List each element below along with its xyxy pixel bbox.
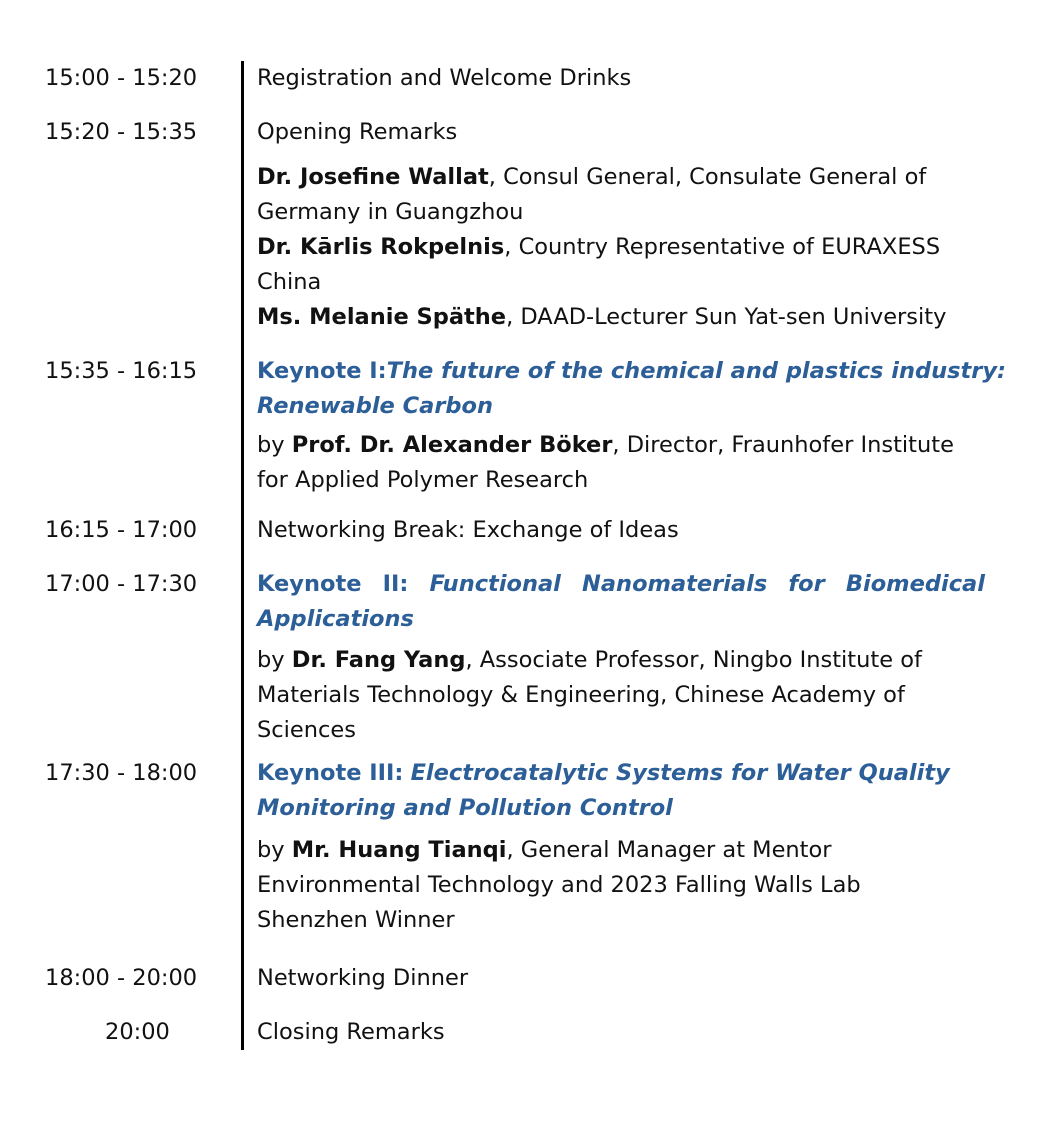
item-title: Closing Remarks [257, 1019, 445, 1045]
keynote-title-word: Nanomaterials [582, 571, 768, 597]
time-slot: 15:20 - 15:35 [45, 119, 198, 145]
keynote-title-cont: Applications [257, 606, 414, 632]
time-slot: 17:00 - 17:30 [45, 571, 198, 597]
speaker-line [257, 230, 987, 265]
speaker-name: Dr. Josefine Wallat [257, 164, 489, 190]
item-title: Networking Break: Exchange of Ideas [257, 517, 679, 543]
keynote-title-word: Biomedical [845, 571, 985, 597]
speaker-role-cont: for Applied Polymer Research [257, 467, 589, 493]
timeline-divider [241, 61, 244, 1050]
keynote-title-line [257, 567, 985, 602]
speaker-role-cont: China [257, 269, 322, 295]
speaker-line [257, 428, 987, 463]
speaker-role-cont: Sciences [257, 717, 356, 743]
by-label: by [257, 432, 285, 458]
agenda-item-opening-remarks [257, 115, 987, 335]
agenda-item-keynote-1 [257, 354, 1007, 498]
agenda-item-registration [257, 61, 987, 96]
time-slot: 18:00 - 20:00 [45, 965, 198, 991]
speaker-name: Dr. Fang Yang [291, 647, 466, 673]
keynote-title-line [257, 756, 987, 791]
speaker-name: Dr. Kārlis Rokpelnis [257, 234, 505, 260]
time-slot: 16:15 - 17:00 [45, 517, 198, 543]
keynote-title-line [257, 354, 1007, 389]
time-slot: 17:30 - 18:00 [45, 760, 198, 786]
keynote-title-cont: Monitoring and Pollution Control [257, 795, 673, 821]
keynote-title-cont: Renewable Carbon [257, 393, 493, 419]
speaker-role-cont: Germany in Guangzhou [257, 199, 524, 225]
keynote-title-word: Functional [429, 571, 561, 597]
speaker-role-cont: Materials Technology & Engineering, Chinese Academy of [257, 682, 905, 708]
speaker-role: , Director, Fraunhofer Institute [612, 432, 954, 458]
keynote-label: Keynote III: [257, 760, 404, 786]
speaker-line [257, 300, 987, 335]
item-title: Networking Dinner [257, 965, 469, 991]
speaker-role: , DAAD-Lecturer Sun Yat-sen University [506, 304, 947, 330]
speaker-name: Prof. Dr. Alexander Böker [291, 432, 613, 458]
keynote-label: Keynote I: [257, 358, 387, 384]
speaker-role: , Country Representative of EURAXESS [504, 234, 941, 260]
agenda-item-keynote-2 [257, 567, 987, 748]
keynote-label: Keynote [257, 571, 362, 597]
by-label: by [257, 837, 285, 863]
by-label: by [257, 647, 285, 673]
time-slot: 15:00 - 15:20 [45, 65, 198, 91]
keynote-title-word: for [788, 571, 825, 597]
agenda-item-keynote-3 [257, 756, 987, 938]
speaker-role-cont: Shenzhen Winner [257, 907, 455, 933]
item-title: Registration and Welcome Drinks [257, 65, 632, 91]
speaker-line [257, 833, 987, 868]
speaker-role-cont: Environmental Technology and 2023 Falling Walls Lab [257, 872, 861, 898]
keynote-label-number: II: [382, 571, 409, 597]
keynote-title: The future of the chemical and plastics industry: [386, 358, 1007, 384]
speaker-role: , General Manager at Mentor [506, 837, 832, 863]
speaker-name: Ms. Melanie Späthe [257, 304, 507, 330]
time-slot: 20:00 [105, 1019, 170, 1045]
speaker-line [257, 160, 987, 195]
item-title: Opening Remarks [257, 119, 458, 145]
agenda-item-networking-break [257, 513, 987, 548]
agenda-item-networking-dinner [257, 961, 987, 996]
agenda-item-closing-remarks [257, 1015, 987, 1050]
speaker-role: , Associate Professor, Ningbo Institute of [465, 647, 922, 673]
time-slot: 15:35 - 16:15 [45, 358, 198, 384]
speaker-name: Mr. Huang Tianqi [291, 837, 507, 863]
keynote-title: Electrocatalytic Systems for Water Quality [410, 760, 950, 786]
speaker-role: , Consul General, Consulate General of [488, 164, 927, 190]
speaker-line [257, 643, 987, 678]
